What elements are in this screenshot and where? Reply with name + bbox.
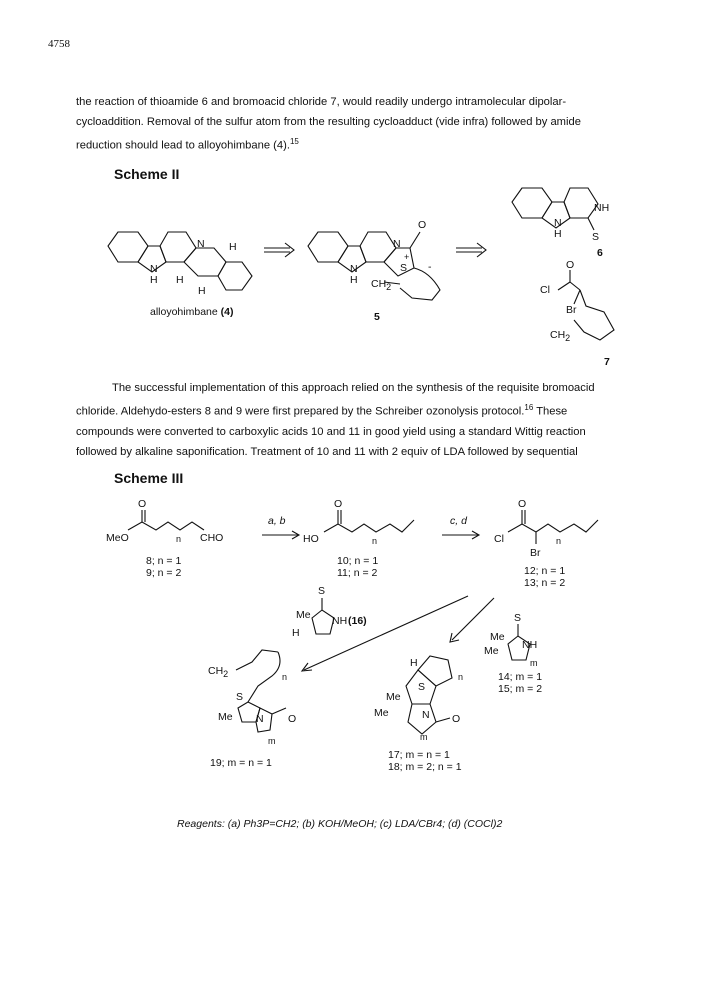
s-19: S	[236, 691, 244, 703]
paragraph-2	[76, 378, 642, 462]
ch2-7	[550, 329, 570, 343]
ho-10: HO	[303, 533, 319, 545]
compound-10-label: 10; n = 1	[337, 555, 379, 567]
h-16: H	[292, 627, 300, 639]
compound-8-structure	[128, 510, 204, 530]
para2-line2-text: chloride. Aldehydo-esters 8 and 9 were first prepared by the Schreiber ozonolysis protocol.	[76, 405, 525, 418]
compound-7-label: 7	[604, 356, 610, 368]
n-19: n	[282, 672, 288, 682]
ref-16: 16	[524, 403, 534, 412]
para2-line1-text: The successful implementation of this approach relied on the synthesis of the requisite bromoacid	[112, 382, 595, 394]
step-cd: c, d	[450, 515, 467, 527]
o-17: O	[452, 713, 461, 725]
me-19: Me	[218, 711, 233, 723]
atom-br-7: Br	[566, 304, 577, 316]
cl-12: Cl	[494, 533, 504, 545]
atom-h-4b: H	[150, 274, 158, 286]
atom-n-5b: N	[350, 263, 358, 275]
minus-5: -	[428, 261, 432, 273]
compound-16-label: (16)	[348, 615, 367, 627]
para2-line2	[76, 398, 642, 422]
ch2-19-text: CH	[208, 665, 224, 677]
ch2-19-sub: 2	[223, 669, 229, 679]
atom-o-7: O	[566, 259, 575, 271]
m-19: m	[268, 736, 276, 746]
para2-line3: compounds were converted to carboxylic acids 10 and 11 in good yield using a standard Wittig reaction	[76, 425, 586, 438]
compound-16-structure	[312, 598, 334, 634]
scheme-3-title: Scheme III	[114, 470, 184, 486]
atom-h-6: H	[554, 228, 562, 240]
compound-8-label: 8; n = 1	[146, 555, 182, 567]
compound-5-label: 5	[374, 311, 380, 323]
ch2-5	[371, 278, 391, 292]
para1-line2: cycloaddition. Removal of the sulfur atom from the resulting cycloadduct (vide infra) followed by amide	[76, 116, 581, 128]
o-12: O	[518, 498, 527, 510]
compound-11-label: 11; n = 2	[337, 567, 378, 579]
o-10: O	[334, 498, 343, 510]
s-17: S	[418, 681, 426, 693]
page-number: 4758	[48, 38, 70, 50]
compound-12-structure	[508, 510, 598, 544]
atom-o-5: O	[418, 219, 427, 231]
para2-line2b: These	[536, 405, 568, 418]
atom-h-5: H	[350, 274, 358, 286]
scheme-3-diagram	[0, 490, 701, 790]
scheme-2-title: Scheme II	[114, 166, 180, 182]
ch2-7-sub: 2	[565, 333, 571, 343]
o-8: O	[138, 498, 147, 510]
para1-line1: the reaction of thioamide 6 and bromoacid chloride 7, would readily undergo intramolecular dipolar-	[76, 96, 567, 108]
me-17a: Me	[386, 691, 401, 703]
alloyohimbane-caption-text: alloyohimbane	[150, 306, 218, 318]
nh-14: NH	[522, 639, 538, 651]
h-17: H	[410, 657, 418, 669]
ch2-5-sub: 2	[386, 282, 392, 292]
me-17b: Me	[374, 707, 389, 719]
retro-arrow-1	[264, 243, 294, 257]
compound-12-label: 12; n = 1	[524, 565, 566, 577]
compound-17-label: 17; m = n = 1	[388, 749, 450, 761]
atom-n-4b: N	[150, 263, 158, 275]
plus-5: +	[404, 252, 410, 262]
cho-8: CHO	[200, 532, 224, 544]
atom-h-4d: H	[198, 285, 206, 297]
atom-n-4: N	[197, 238, 205, 250]
compound-15-label: 15; m = 2	[498, 683, 543, 695]
atom-h-4a: H	[229, 241, 237, 253]
atom-s-6: S	[592, 231, 600, 243]
para1-line3	[76, 132, 642, 156]
compound-10-structure	[324, 510, 414, 532]
step-ab: a, b	[268, 515, 286, 527]
arrow-to-17	[452, 598, 494, 640]
br-12: Br	[530, 547, 541, 559]
s-14: S	[514, 612, 522, 624]
retro-arrow-2	[456, 243, 486, 257]
compound-14-label: 14; m = 1	[498, 671, 543, 683]
reagents-caption: Reagents: (a) Ph3P=CH2; (b) KOH/MeOH; (c) LDA/CBr4; (d) (COCl)2	[177, 818, 503, 830]
atom-cl-7: Cl	[540, 284, 550, 296]
atom-n-5: N	[393, 238, 401, 250]
n-17-atom: N	[422, 709, 430, 721]
compound-19-label: 19; m = n = 1	[210, 757, 272, 769]
alloyohimbane-caption-num: (4)	[220, 306, 234, 318]
o-19: O	[288, 713, 297, 725]
para2-line1	[76, 378, 642, 398]
ch2-7-text: CH	[550, 329, 566, 341]
me-14a: Me	[490, 631, 505, 643]
para1-line3-text: reduction should lead to alloyohimbane (4).	[76, 139, 290, 152]
m-14: m	[530, 658, 538, 668]
n-10: n	[372, 536, 378, 546]
atom-h-4c: H	[176, 274, 184, 286]
compound-9-label: 9; n = 2	[146, 567, 182, 579]
ch2-5-text: CH	[371, 278, 387, 290]
scheme-2-diagram	[0, 180, 701, 380]
alloyohimbane-caption	[150, 306, 233, 318]
para2-line4: followed by alkaline saponification. Treatment of 10 and 11 with 2 equiv of LDA followed by sequential	[76, 445, 578, 458]
compound-6-label: 6	[597, 247, 603, 259]
meo-8: MeO	[106, 532, 129, 544]
ref-15: 15	[289, 137, 299, 146]
nh-16: NH	[332, 615, 348, 627]
ch2-19	[208, 665, 228, 679]
n-19-atom: N	[256, 713, 264, 725]
atom-s-5: S	[400, 262, 408, 274]
compound-18-label: 18; m = 2; n = 1	[388, 761, 462, 773]
compound-13-label: 13; n = 2	[524, 577, 566, 589]
me-14b: Me	[484, 645, 499, 657]
n-17: n	[458, 672, 464, 682]
atom-n-6: N	[554, 217, 562, 229]
n-12: n	[556, 536, 562, 546]
atom-nh-6: NH	[594, 202, 610, 214]
n-8: n	[176, 534, 182, 544]
paragraph-1	[76, 92, 642, 156]
m-17: m	[420, 732, 428, 742]
me-16: Me	[296, 609, 311, 621]
s-16: S	[318, 585, 326, 597]
